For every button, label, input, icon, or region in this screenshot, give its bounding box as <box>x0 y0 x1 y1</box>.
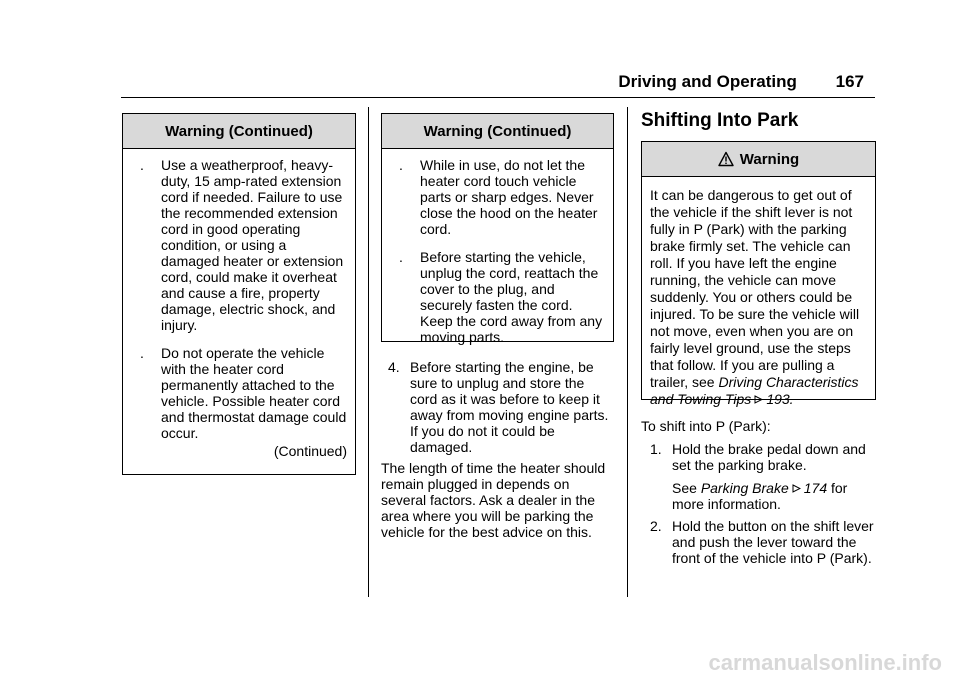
warning-box-1-title: Warning (Continued) <box>123 114 355 149</box>
column-divider-1 <box>368 107 369 597</box>
warning-bullet: . While in use, do not let the heater cord touch vehicle parts or sharp edges. Never close the hood on the heater cord. <box>399 157 598 237</box>
page-reference-arrow-icon <box>754 395 763 404</box>
step-1: 1. Hold the brake pedal down and set the parking brake. <box>650 441 866 473</box>
continued-label: (Continued) <box>273 443 347 459</box>
watermark: carmanualsonline.info <box>708 650 942 675</box>
link-parking-brake[interactable]: Parking Brake <box>700 480 789 496</box>
warning-box-3-title: Warning <box>642 142 875 177</box>
warning-box-3 <box>641 141 876 407</box>
see-parking-brake: See Parking Brake 174 for more information. <box>672 480 848 512</box>
page-header <box>618 72 864 92</box>
step-4: 4. Before starting the engine, be sure to unplug and store the cord as it was before to keep it away from moving engine parts. If you do not it could be damaged. <box>388 359 609 455</box>
warning-bullet: . Use a weatherproof, heavy-duty, 15 amp-rated extension cord if needed. Failure to use the recommended extension cord in good operating condition, or using a damaged heater or extension cord, could make it overheat and cause a fire, property damage, electric shock, and injury. <box>140 157 344 333</box>
warning-bullet: . Before starting the vehicle, unplug the cord, reattach the cover to the plug, and securely fasten the cord. Keep the cord away from any moving parts. <box>399 249 603 345</box>
parking-brake-page-ref[interactable]: 174 <box>803 480 828 496</box>
warning-box-2 <box>381 113 614 345</box>
warning-triangle-icon <box>718 151 734 167</box>
warning-bullet: . Do not operate the vehicle with the heater cord permanently attached to the vehicle. Possible heater cord and thermostat damage could occur. <box>140 345 347 441</box>
warning-text: It can be dangerous to get out of the vehicle if the shift lever is not fully in P (Park) with the parking brake firmly set. The vehicle can roll. If you have left the engine running, the vehicle can move suddenly. You or others could be injured. To be sure the vehicle will not move, even when you are on fairly level ground, use the steps that follow. If you are pulling a trailer, see <box>650 187 860 390</box>
warning-page-ref[interactable]: 193. <box>766 391 794 407</box>
heading-shifting-into-park: Shifting Into Park <box>641 110 799 131</box>
warning-box-2-title: Warning (Continued) <box>382 114 613 149</box>
page-reference-arrow-icon <box>792 484 801 493</box>
link-driving-characteristics[interactable]: Driving Characteristics and Towing Tips <box>650 374 859 407</box>
shift-intro: To shift into P (Park): <box>641 418 771 434</box>
column-divider-2 <box>627 107 628 597</box>
header-rule <box>121 97 875 98</box>
heater-paragraph: The length of time the heater should remain plugged in depends on several factors. Ask a dealer in the area where you will be parking the vehicle for the best advice on this. <box>381 460 606 540</box>
page-number: 167 <box>835 72 864 91</box>
section-title: Driving and Operating <box>618 72 797 91</box>
warning-box-1 <box>122 113 356 475</box>
step-2: 2. Hold the button on the shift lever and push the lever toward the front of the vehicle into P (Park). <box>650 518 874 566</box>
